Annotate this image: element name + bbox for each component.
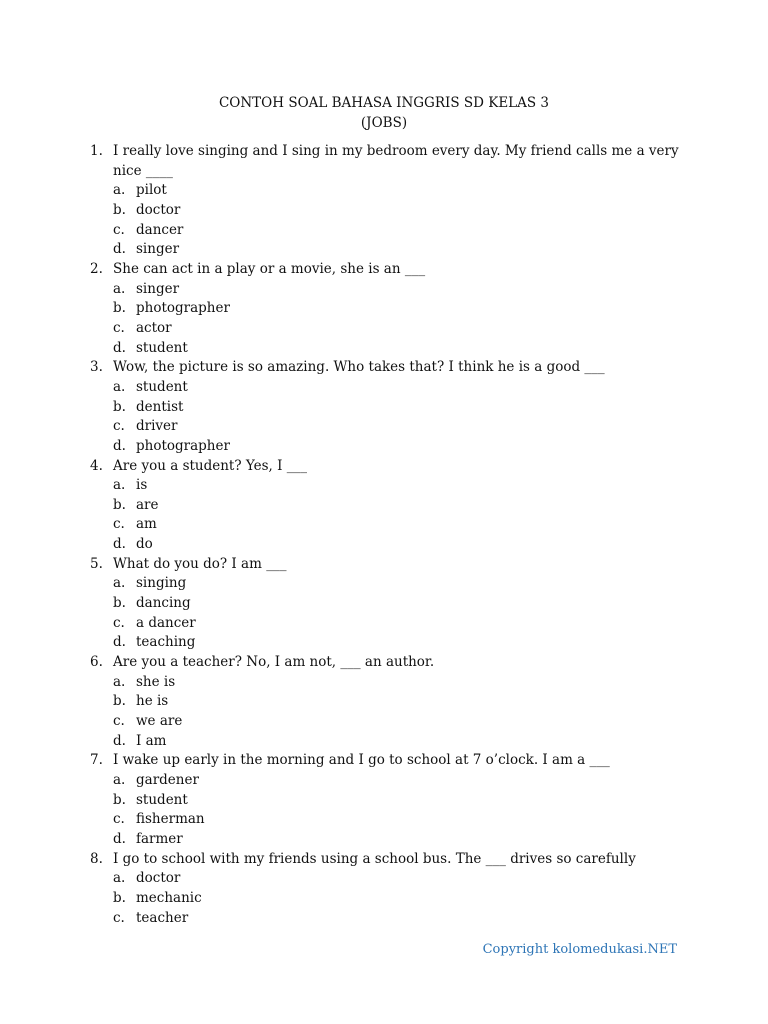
answer-option [88, 673, 688, 693]
question-number: 4. [90, 457, 103, 474]
answer-option [88, 614, 688, 634]
answer-option [88, 712, 688, 732]
option-letter: b. [113, 398, 126, 415]
option-letter: a. [113, 378, 126, 395]
answer-option [88, 830, 688, 850]
option-letter: a. [113, 575, 126, 592]
answer-option [88, 378, 688, 398]
question-item [88, 555, 688, 575]
option-letter: b. [113, 201, 126, 218]
answer-option [88, 810, 688, 830]
question-item [88, 142, 688, 181]
answer-option [88, 319, 688, 339]
answer-option [88, 889, 688, 909]
answer-option [88, 909, 688, 929]
question-item [88, 653, 688, 673]
answer-option [88, 692, 688, 712]
option-text: driver [136, 418, 178, 435]
option-letter: a. [113, 772, 126, 788]
question-text: I go to school with my friends using a school bus. The ___ drives so carefully [113, 850, 636, 867]
option-text: she is [136, 673, 176, 690]
option-letter: c. [113, 811, 125, 828]
option-text: is [136, 477, 148, 494]
option-letter: d. [113, 339, 126, 356]
option-text: student [136, 339, 188, 356]
option-text: a dancer [136, 614, 196, 631]
option-text: farmer [136, 830, 183, 847]
option-text: singer [136, 241, 180, 258]
option-letter: c. [113, 713, 125, 730]
option-letter: c. [113, 221, 125, 238]
question-number: 6. [90, 654, 103, 671]
copyright-text: Copyright kolomedukasi.NET [482, 942, 677, 957]
answer-option [88, 221, 688, 241]
option-letter: d. [113, 437, 126, 454]
option-letter: a. [113, 182, 126, 199]
answer-option [88, 201, 688, 221]
answer-option [88, 398, 688, 418]
option-letter: b. [113, 791, 126, 808]
option-letter: c. [113, 516, 125, 533]
answer-option [88, 476, 688, 496]
option-text: singer [136, 280, 180, 297]
option-text: I am [136, 732, 167, 749]
answer-option [88, 339, 688, 359]
question-number: 8. [90, 850, 103, 867]
option-text: singing [136, 575, 187, 592]
question-number: 7. [90, 752, 103, 769]
option-text: student [136, 378, 188, 395]
option-text: doctor [136, 201, 181, 218]
answer-option [88, 633, 688, 653]
answer-option [88, 535, 688, 555]
option-letter: b. [113, 889, 126, 906]
option-text: are [136, 496, 159, 513]
option-text: doctor [136, 870, 181, 887]
option-text: dancer [136, 221, 184, 238]
option-letter: b. [113, 496, 126, 513]
question-number: 5. [90, 555, 103, 572]
option-letter: c. [113, 319, 125, 336]
option-text: teaching [136, 634, 196, 651]
question-item [88, 457, 688, 477]
answer-option [88, 496, 688, 516]
option-text: dentist [136, 398, 184, 415]
option-letter: d. [113, 732, 126, 749]
option-letter: c. [113, 614, 125, 631]
option-letter: c. [113, 418, 125, 435]
option-text: student [136, 791, 188, 808]
option-text: photographer [136, 437, 230, 454]
question-item [88, 260, 688, 280]
question-text: Are you a teacher? No, I am not, ___ an author. [113, 654, 435, 671]
question-text: Wow, the picture is so amazing. Who takes that? I think he is a good ___ [113, 359, 605, 376]
document-title: CONTOH SOAL BAHASA INGGRIS SD KELAS 3 [218, 95, 550, 111]
option-letter: d. [113, 634, 126, 651]
document-subtitle: (JOBS) [360, 115, 408, 131]
answer-option [88, 437, 688, 457]
option-letter: d. [113, 536, 126, 553]
question-text: She can act in a play or a movie, she is an ___ [113, 260, 426, 277]
question-item [88, 358, 688, 378]
option-letter: a. [113, 477, 126, 494]
answer-option [88, 515, 688, 535]
option-text: dancing [136, 595, 191, 612]
option-text: fisherman [136, 811, 205, 828]
question-number: 3. [90, 359, 103, 376]
question-text: What do you do? I am ___ [113, 555, 287, 572]
question-text: I wake up early in the morning and I go to school at 7 o’clock. I am a ___ [113, 752, 610, 769]
option-letter: b. [113, 693, 126, 710]
option-text: pilot [136, 182, 167, 199]
option-text: we are [136, 713, 183, 730]
answer-option [88, 594, 688, 614]
answer-option [88, 280, 688, 300]
answer-option [88, 791, 688, 811]
answer-option [88, 240, 688, 260]
question-text: I really love singing and I sing in my bedroom every day. My friend calls me a very nice ____ [113, 143, 679, 179]
question-item [88, 850, 688, 870]
option-letter: a. [113, 280, 126, 297]
option-letter: a. [113, 870, 126, 887]
option-letter: d. [113, 241, 126, 258]
option-text: gardener [136, 772, 199, 788]
title-block [0, 93, 768, 133]
answer-option [88, 732, 688, 752]
question-text: Are you a student? Yes, I ___ [113, 457, 308, 474]
option-letter: d. [113, 830, 126, 847]
option-letter: b. [113, 595, 126, 612]
answer-option [88, 417, 688, 437]
option-text: he is [136, 693, 169, 710]
option-letter: a. [113, 673, 126, 690]
answer-option [88, 299, 688, 319]
answer-option [88, 869, 688, 889]
option-text: mechanic [136, 889, 202, 906]
option-letter: b. [113, 300, 126, 317]
option-text: teacher [136, 909, 189, 926]
answer-option [88, 771, 688, 791]
question-number: 2. [90, 260, 103, 277]
question-list [88, 142, 688, 928]
option-letter: c. [113, 909, 125, 926]
answer-option [88, 181, 688, 201]
question-item [88, 751, 688, 771]
option-text: do [136, 536, 153, 553]
question-number: 1. [90, 143, 103, 159]
option-text: actor [136, 319, 172, 336]
answer-option [88, 574, 688, 594]
option-text: am [136, 516, 157, 533]
option-text: photographer [136, 300, 230, 317]
